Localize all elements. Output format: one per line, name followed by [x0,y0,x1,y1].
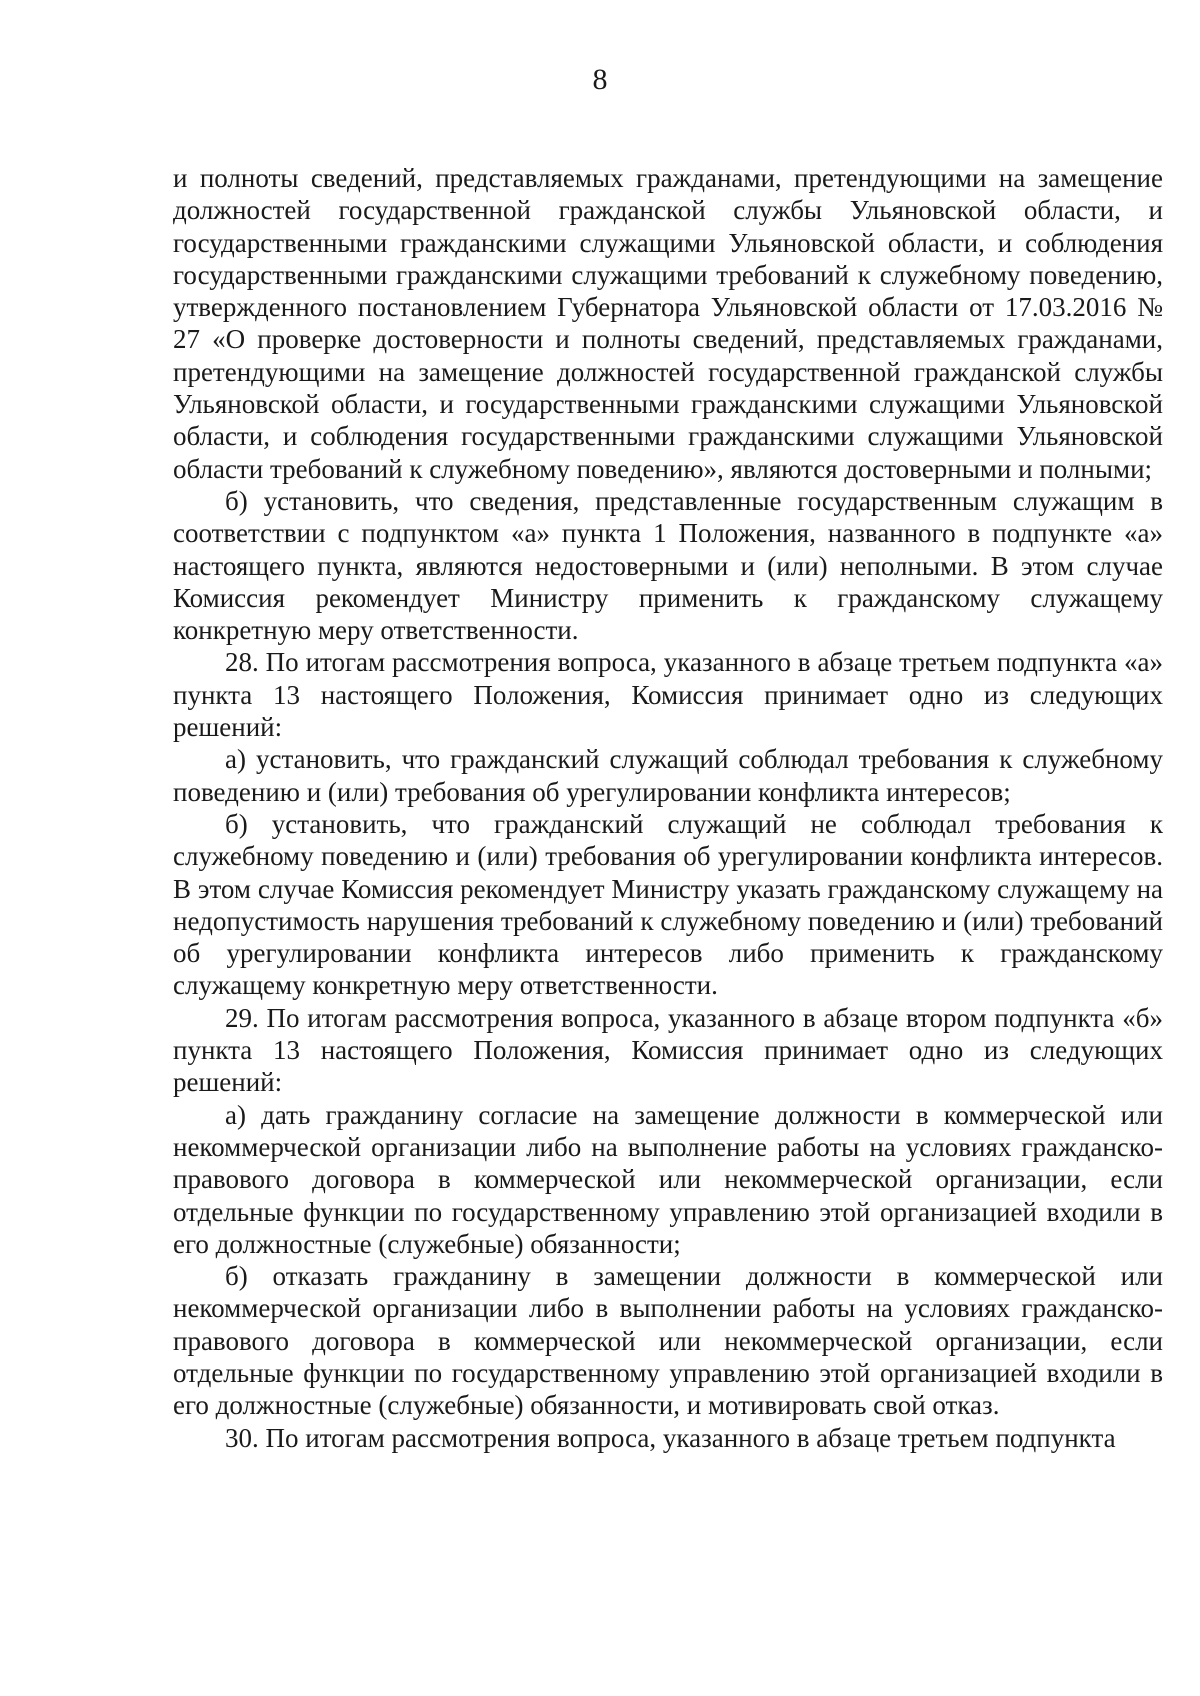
paragraph-item-29: 29. По итогам рассмотрения вопроса, указанного в абзаце втором подпункта «б» пункта 13 настоящего Положения, Комиссия принимает одно из следующих решений: [173,1002,1163,1098]
paragraph-item-29-a: а) дать гражданину согласие на замещение должности в коммерческой или некоммерческой организации либо на выполнение работы на условиях гражданско-правового договора в коммерческой или некоммерческой организации, если отдельные функции по государственному управлению этой организацией входили в его должностные (служебные) обязанности; [173,1099,1163,1259]
paragraph-item-30: 30. По итогам рассмотрения вопроса, указанного в абзаце третьем подпункта [225,1422,1116,1453]
paragraph-item-28-a: а) установить, что гражданский служащий соблюдал требования к служебному поведению и (или) требования об урегулировании конфликта интересов; [173,744,1163,807]
paragraph-continuation-clause-a: и полноты сведений, представляемых гражданами, претендующими на замещение должностей государственной гражданской службы Ульяновской области, и государственными гражданскими служащими Ульяновской области, и соблюдения государственными гражданскими служащими требований к служебному поведению, утвержденного постановлением Губернатора Ульяновской области от 17.03.2016 № 27 «О проверке достоверности и полноты сведений, представляемых гражданами, претендующими на замещение должностей государственной гражданской службы Ульяновской области, и государственными гражданскими служащими Ульяновской области, и соблюдения государственными гражданскими служащими Ульяновской области требований к служебному поведению», являются достоверными и полными; [173,163,1163,484]
document-body [173,162,1163,1454]
paragraph-item-28-b: б) установить, что гражданский служащий не соблюдал требования к служебному поведению и (или) требования об урегулировании конфликта интересов. В этом случае Комиссия рекомендует Министру указать гражданскому служащему на недопустимость нарушения требований к служебному поведению и (или) требований об урегулировании конфликта интересов либо применить к гражданскому служащему конкретную меру ответственности. [173,808,1163,1001]
paragraph-clause-b-unreliable-info: б) установить, что сведения, представленные государственным служащим в соответствии с подпунктом «а» пункта 1 Положения, названного в подпункте «а» настоящего пункта, являются недостоверными и (или) неполными. В этом случае Комиссия рекомендует Министру применить к гражданскому служащему конкретную меру ответственности. [173,485,1163,646]
page-number: 8 [592,63,608,96]
paragraph-item-28: 28. По итогам рассмотрения вопроса, указанного в абзаце третьем подпункта «а» пункта 13 настоящего Положения, Комиссия принимает одно из следующих решений: [173,647,1163,743]
paragraph-item-29-b: б) отказать гражданину в замещении должности в коммерческой или некоммерческой организации либо в выполнении работы на условиях гражданско-правового договора в коммерческой или некоммерческой организации, если отдельные функции по государственному управлению этой организацией входили в его должностные (служебные) обязанности, и мотивировать свой отказ. [173,1261,1163,1421]
